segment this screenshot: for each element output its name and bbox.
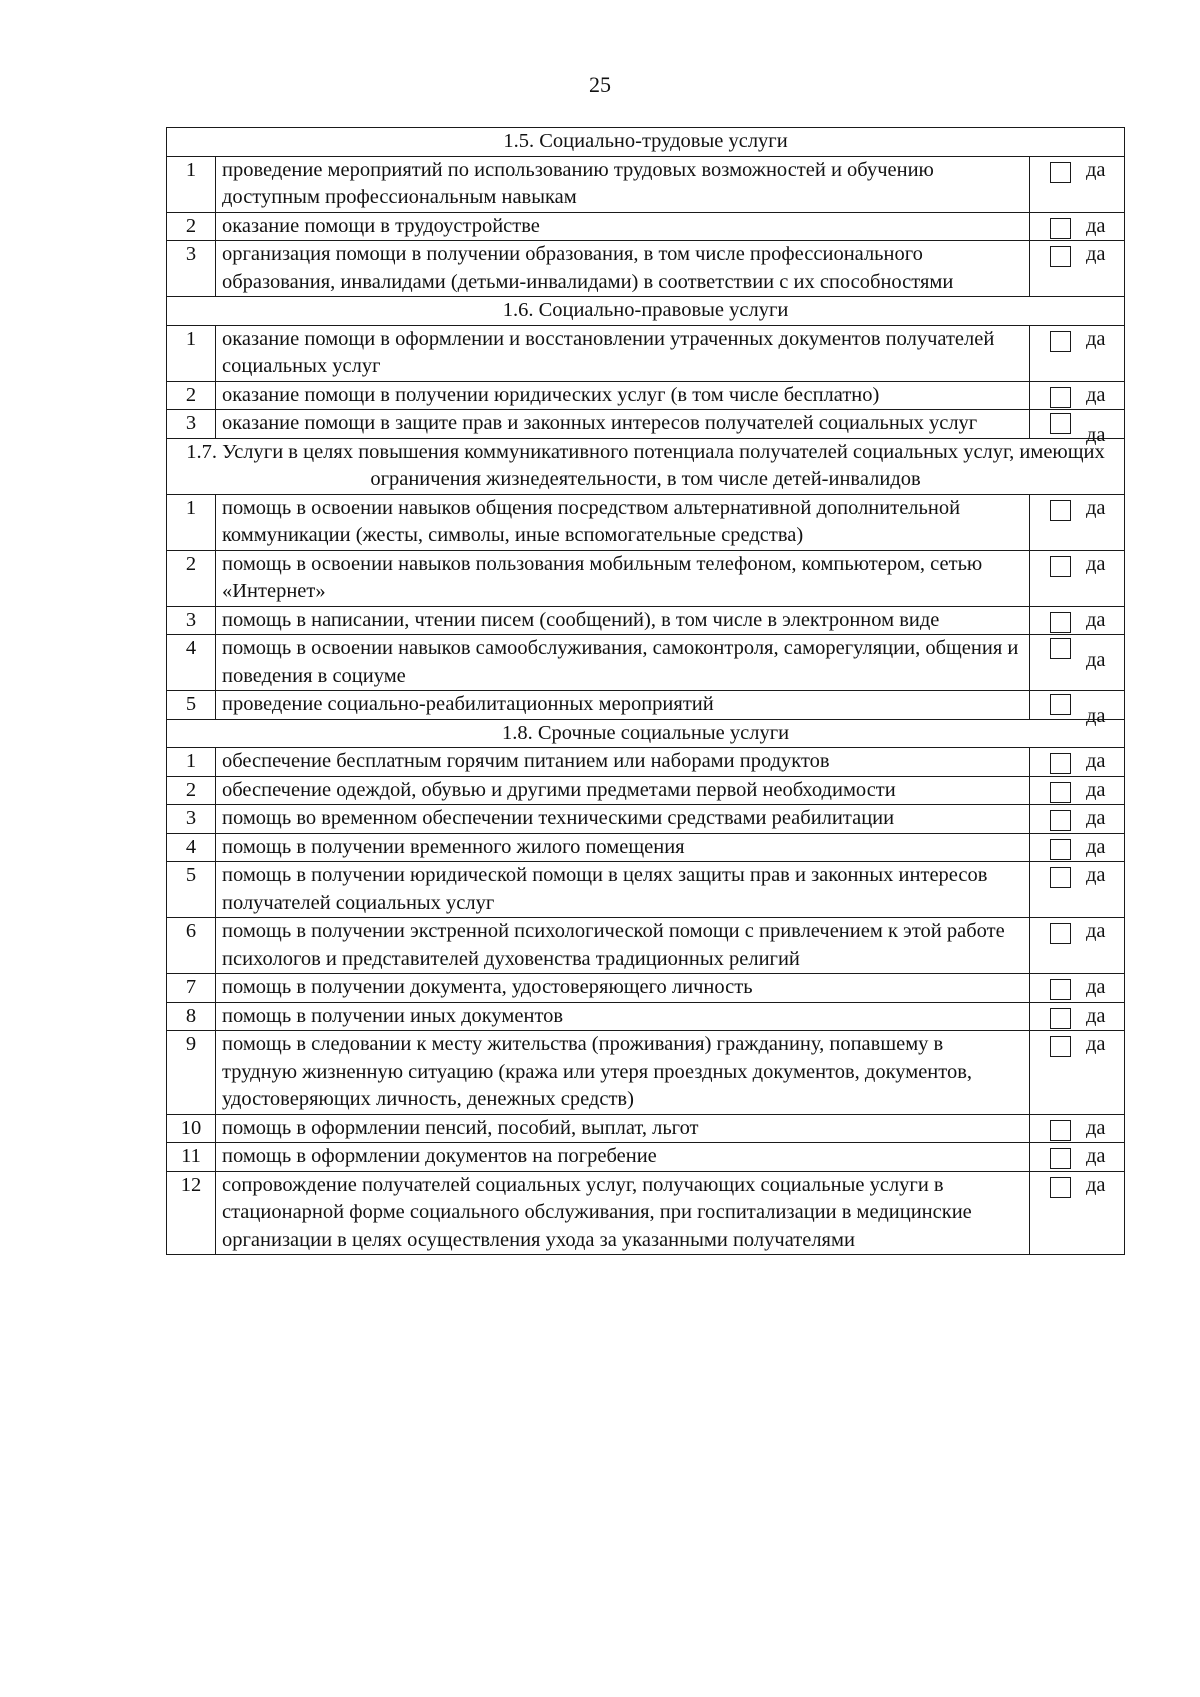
yes-label: да (1086, 608, 1106, 631)
section-title: 1.8. Срочные социальные услуги (167, 719, 1125, 748)
row-number: 1 (167, 494, 216, 550)
row-number: 2 (167, 776, 216, 805)
service-row (167, 974, 1125, 1003)
service-row (167, 833, 1125, 862)
yes-checkbox-cell (1030, 974, 1125, 1003)
service-row (167, 1171, 1125, 1255)
row-number: 6 (167, 918, 216, 974)
section-title: 1.7. Услуги в целях повышения коммуникативного потенциала получателей социальных услуг, имеющих ограничения жизнедеятельности, в том числе детей-инвалидов (167, 438, 1125, 494)
yes-label: да (1086, 976, 1106, 998)
service-description: обеспечение одеждой, обувью и другими предметами первой необходимости (216, 776, 1030, 805)
row-number: 2 (167, 212, 216, 241)
row-number: 2 (167, 381, 216, 410)
yes-label: да (1086, 1116, 1106, 1139)
row-number: 4 (167, 635, 216, 691)
service-description: оказание помощи в защите прав и законных интересов получателей социальных услуг (216, 410, 1030, 439)
service-description: сопровождение получателей социальных услуг, получающих социальные услуги в стационарной форме социального обслуживания, при госпитализации в медицинские организации в целях осуществления ухода за указанными получателями (216, 1171, 1030, 1255)
service-row (167, 325, 1125, 381)
service-row (167, 410, 1125, 439)
yes-label: да (1086, 835, 1106, 858)
section-title: 1.6. Социально-правовые услуги (167, 297, 1125, 326)
row-number: 8 (167, 1002, 216, 1031)
yes-checkbox[interactable] (1050, 1036, 1071, 1057)
yes-checkbox[interactable] (1050, 162, 1071, 183)
row-number: 3 (167, 410, 216, 439)
yes-label: да (1086, 807, 1106, 829)
page-number: 25 (589, 72, 611, 97)
row-number: 3 (167, 241, 216, 297)
row-number: 7 (167, 974, 216, 1003)
services-table (166, 127, 1125, 1255)
row-number: 4 (167, 833, 216, 862)
service-description: помощь в написании, чтении писем (сообщений), в том числе в электронном виде (216, 606, 1030, 635)
row-number: 5 (167, 691, 216, 720)
service-row (167, 862, 1125, 918)
section-header-row (167, 297, 1125, 326)
yes-checkbox[interactable] (1050, 923, 1071, 944)
yes-checkbox[interactable] (1050, 979, 1071, 1000)
service-row (167, 691, 1125, 720)
yes-label: да (1086, 214, 1106, 237)
yes-checkbox-cell (1030, 1143, 1125, 1172)
yes-label: да (1086, 864, 1106, 886)
yes-checkbox[interactable] (1050, 1120, 1071, 1141)
yes-checkbox[interactable] (1050, 753, 1071, 774)
row-number: 1 (167, 325, 216, 381)
section-header-row (167, 719, 1125, 748)
yes-checkbox-cell (1030, 691, 1125, 727)
service-description: помощь в оформлении документов на погребение (216, 1143, 1030, 1172)
yes-checkbox-cell (1030, 212, 1125, 241)
row-number: 10 (167, 1114, 216, 1143)
yes-checkbox-cell (1030, 1171, 1125, 1255)
yes-checkbox[interactable] (1050, 218, 1071, 239)
yes-label: да (1086, 750, 1106, 772)
service-row (167, 776, 1125, 805)
yes-checkbox[interactable] (1050, 638, 1071, 659)
yes-checkbox-cell (1030, 410, 1125, 446)
yes-checkbox-cell (1030, 550, 1125, 606)
yes-checkbox-cell (1030, 1114, 1125, 1143)
service-row (167, 550, 1125, 606)
service-row (167, 381, 1125, 410)
service-description: помощь в освоении навыков пользования мобильным телефоном, компьютером, сетью «Интернет» (216, 550, 1030, 606)
service-description: помощь в получении экстренной психологической помощи с привлечением к этой работе психологов и представителей духовенства традиционных религий (216, 918, 1030, 974)
service-description: помощь в освоении навыков общения посредством альтернативной дополнительной коммуникации (жесты, символы, иные вспомогательные средства) (216, 494, 1030, 550)
yes-checkbox[interactable] (1050, 331, 1071, 352)
service-row (167, 748, 1125, 777)
yes-checkbox[interactable] (1050, 867, 1071, 888)
service-description: оказание помощи в получении юридических услуг (в том числе бесплатно) (216, 381, 1030, 410)
service-row (167, 241, 1125, 297)
yes-label: да (1086, 1033, 1106, 1055)
yes-label: да (1086, 1173, 1106, 1196)
yes-label: да (1086, 424, 1106, 446)
yes-label: да (1086, 705, 1106, 727)
yes-checkbox-cell (1030, 381, 1125, 410)
service-description: проведение мероприятий по использованию трудовых возможностей и обучению доступным профессиональным навыкам (216, 156, 1030, 212)
row-number: 12 (167, 1171, 216, 1255)
service-description: помощь в получении юридической помощи в целях защиты прав и законных интересов получателей социальных услуг (216, 862, 1030, 918)
service-row (167, 918, 1125, 974)
service-description: оказание помощи в трудоустройстве (216, 212, 1030, 241)
row-number: 1 (167, 156, 216, 212)
service-row (167, 1143, 1125, 1172)
service-row (167, 635, 1125, 691)
services-table-body (167, 128, 1125, 1255)
service-description: помощь в оформлении пенсий, пособий, выплат, льгот (216, 1114, 1030, 1143)
service-description: проведение социально-реабилитационных мероприятий (216, 691, 1030, 720)
section-header-row (167, 438, 1125, 494)
section-title: 1.5. Социально-трудовые услуги (167, 128, 1125, 157)
yes-label: да (1086, 778, 1106, 801)
service-description: помощь во временном обеспечении техническими средствами реабилитации (216, 805, 1030, 834)
service-description: помощь в получении иных документов (216, 1002, 1030, 1031)
yes-label: да (1086, 383, 1106, 406)
yes-checkbox[interactable] (1050, 839, 1071, 860)
yes-checkbox-cell (1030, 606, 1125, 635)
yes-checkbox[interactable] (1050, 500, 1071, 521)
yes-checkbox-cell (1030, 776, 1125, 805)
service-row (167, 156, 1125, 212)
row-number: 3 (167, 606, 216, 635)
yes-label: да (1086, 1004, 1106, 1027)
yes-checkbox-cell (1030, 635, 1125, 691)
row-number: 11 (167, 1143, 216, 1172)
service-description: помощь в следовании к месту жительства (проживания) гражданину, попавшему в трудную жизненную ситуацию (кража или утеря проездных документов, документов, удостоверяющих личность, денежных средств) (216, 1031, 1030, 1115)
service-description: помощь в получении временного жилого помещения (216, 833, 1030, 862)
yes-checkbox-cell (1030, 1002, 1125, 1031)
yes-checkbox[interactable] (1050, 782, 1071, 803)
yes-checkbox[interactable] (1050, 556, 1071, 577)
row-number: 3 (167, 805, 216, 834)
yes-label: да (1086, 1145, 1106, 1167)
row-number: 5 (167, 862, 216, 918)
yes-checkbox[interactable] (1050, 694, 1071, 715)
yes-checkbox-cell (1030, 325, 1125, 381)
row-number: 2 (167, 550, 216, 606)
yes-label: да (1086, 496, 1106, 519)
service-row (167, 1114, 1125, 1143)
yes-checkbox[interactable] (1050, 810, 1071, 831)
yes-checkbox[interactable] (1050, 612, 1071, 633)
yes-checkbox[interactable] (1050, 1148, 1071, 1169)
section-header-row (167, 128, 1125, 157)
service-description: помощь в освоении навыков самообслуживания, самоконтроля, саморегуляции, общения и поведения в социуме (216, 635, 1030, 691)
yes-checkbox-cell (1030, 918, 1125, 974)
yes-checkbox[interactable] (1050, 413, 1071, 434)
yes-label: да (1086, 552, 1106, 575)
service-row (167, 606, 1125, 635)
service-row (167, 212, 1125, 241)
service-row (167, 805, 1125, 834)
service-row (167, 1031, 1125, 1115)
yes-checkbox-cell (1030, 862, 1125, 918)
row-number: 9 (167, 1031, 216, 1115)
yes-label: да (1086, 158, 1106, 181)
yes-checkbox[interactable] (1050, 387, 1071, 408)
yes-checkbox[interactable] (1050, 1177, 1071, 1198)
service-description: оказание помощи в оформлении и восстановлении утраченных документов получателей социальных услуг (216, 325, 1030, 381)
row-number: 1 (167, 748, 216, 777)
yes-checkbox-cell (1030, 156, 1125, 212)
yes-checkbox-cell (1030, 805, 1125, 834)
yes-checkbox-cell (1030, 494, 1125, 550)
yes-checkbox-cell (1030, 833, 1125, 862)
yes-checkbox[interactable] (1050, 1008, 1071, 1029)
yes-label: да (1086, 649, 1106, 671)
yes-label: да (1086, 243, 1106, 265)
service-row (167, 494, 1125, 550)
yes-checkbox-cell (1030, 748, 1125, 777)
yes-checkbox[interactable] (1050, 246, 1071, 267)
yes-checkbox-cell (1030, 1031, 1125, 1115)
yes-label: да (1086, 327, 1106, 350)
service-description: помощь в получении документа, удостоверяющего личность (216, 974, 1030, 1003)
service-description: обеспечение бесплатным горячим питанием или наборами продуктов (216, 748, 1030, 777)
yes-label: да (1086, 920, 1106, 942)
service-description: организация помощи в получении образования, в том числе профессионального образования, инвалидами (детьми-инвалидами) в соответствии с их способностями (216, 241, 1030, 297)
service-row (167, 1002, 1125, 1031)
yes-checkbox-cell (1030, 241, 1125, 297)
